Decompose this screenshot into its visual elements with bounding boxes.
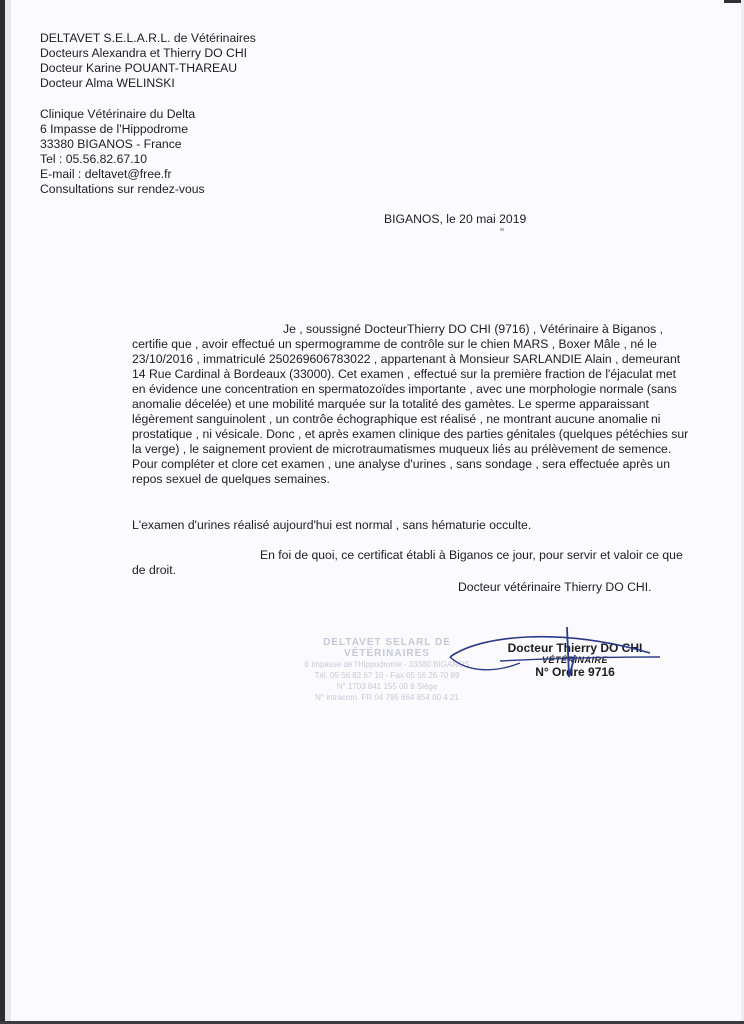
body-line: Je , soussigné DocteurThierry DO CHI (9716) , Vétérinaire à Biganos , xyxy=(283,322,664,336)
body-line: repos sexuel de quelques semaines. xyxy=(132,472,330,486)
closing-line: En foi de quoi, ce certificat établi à Biganos ce jour, pour servir et valoir ce que xyxy=(260,548,683,562)
doctors-line: Docteurs Alexandra et Thierry DO CHI xyxy=(40,46,248,60)
scan-edge-shadow xyxy=(5,0,11,1024)
handwritten-signature xyxy=(440,615,660,695)
street-address: 6 Impasse de l'Hippodrome xyxy=(40,122,188,136)
stamp-line: 6 Impasse de l'Hippodrome - 33380 BIGANOS xyxy=(304,660,470,669)
body-line: anomalie décelée) et une mobilité marquée sur la totalité des gamètes. Le sperme apparaissant xyxy=(132,397,649,411)
stamp-line: Tél. 05 56 82 67 10 - Fax 05 56 26 70 89 xyxy=(314,671,460,680)
scan-speck xyxy=(500,228,504,231)
closing-line: de droit. xyxy=(132,563,177,577)
body-line: 14 Rue Cardinal à Bordeaux (33000). Cet examen , effectué sur la première fraction de l'éjaculat met xyxy=(132,367,677,381)
body-line: Pour compléter et clore cet examen , une analyse d'urines , sans sondage , sera effectuée après un xyxy=(132,457,670,471)
doctors-line: Docteur Karine POUANT-THAREAU xyxy=(40,61,238,75)
signatory-name: Docteur vétérinaire Thierry DO CHI. xyxy=(458,580,652,594)
body-line: certifie que , avoir effectué un spermogramme de contrôle sur le chien MARS , Boxer Mâle , né le xyxy=(132,337,657,351)
date-line: BIGANOS, le 20 mai 2019 xyxy=(384,212,527,226)
doctors-line: Docteur Alma WELINSKI xyxy=(40,76,175,90)
consultation-note: Consultations sur rendez-vous xyxy=(40,182,205,196)
stamp-doctor-name: Docteur Thierry DO CHI xyxy=(507,641,643,655)
clinic-name: Clinique Vétérinaire du Delta xyxy=(40,107,196,121)
stamp-doctor-title: VÉTÉRINAIRE xyxy=(541,655,608,665)
city-address: 33380 BIGANOS - France xyxy=(40,137,182,151)
clinic-company-name: DELTAVET S.E.L.A.R.L. de Vétérinaires xyxy=(40,31,256,45)
stamp-line: DELTAVET SELARL DE VÉTÉRINAIRES xyxy=(323,637,451,659)
body-line: la verge) , le saignement provient de microtraumatismes muqueux liés au prélèvement de semence. xyxy=(132,442,672,456)
body-line: 23/10/2016 , immatriculé 250269606783022 , appartenant à Monsieur SARLANDIE Alain , demeurant xyxy=(132,352,681,366)
stamp-line: N° 1703 841 155 00 8 Siège xyxy=(336,682,438,691)
phone: Tel : 05.56.82.67.10 xyxy=(40,152,148,166)
urine-result-line: L'examen d'urines réalisé aujourd'hui est normal , sans hématurie occulte. xyxy=(132,518,532,532)
body-line: prostatique , ni vésicale. Donc , et après examen clinique des parties génitales (quelques pétéchies sur xyxy=(132,427,689,441)
stamp-order-number: N° Ordre 9716 xyxy=(535,665,615,679)
body-line: légèrement sanguinolent , un contrôe échographique est réalisé , ne montrant aucune anomalie ni xyxy=(132,412,661,426)
stamp-line: N° intracom. FR 04 795 664 854 00 4 21 xyxy=(315,693,459,702)
body-line: en évidence une concentration en spermatozoïdes importante , avec une morphologie normale (sans xyxy=(132,382,677,396)
email: E-mail : deltavet@free.fr xyxy=(40,167,172,181)
